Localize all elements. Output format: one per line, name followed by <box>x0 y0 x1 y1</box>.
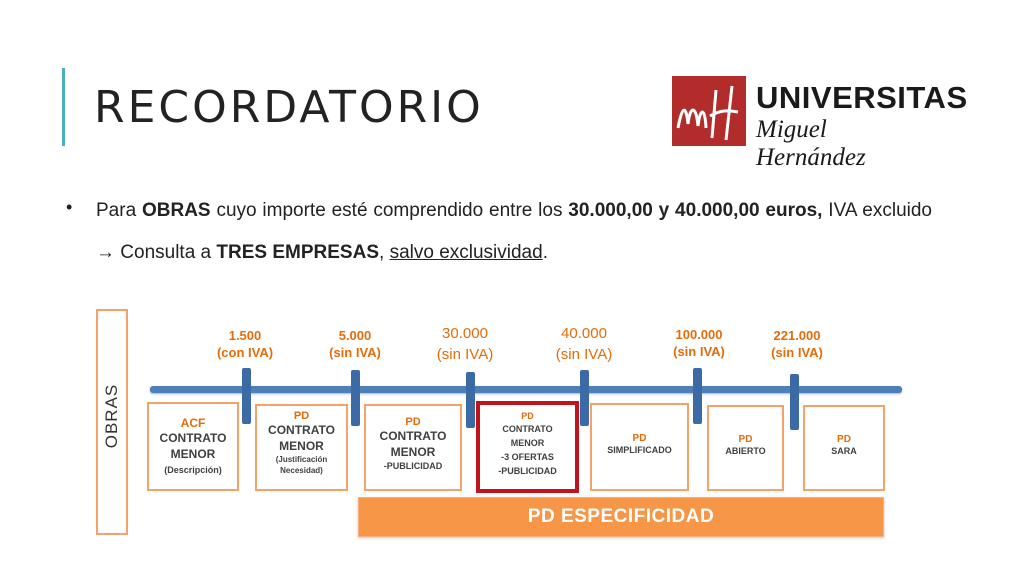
threshold-amount: 5.000 <box>338 328 372 343</box>
timeline-tick <box>790 374 799 430</box>
threshold-label <box>305 327 405 361</box>
threshold-amount: 1.500 <box>228 328 262 343</box>
bold-range: 30.000,00 y 40.000,00 euros, <box>568 200 823 221</box>
pd-especificidad-banner: PD ESPECIFICIDAD <box>358 497 884 537</box>
box-line: -PUBLICIDAD <box>498 466 557 476</box>
box-head: PD <box>405 416 421 428</box>
bold-obras: OBRAS <box>141 200 211 221</box>
box-note: Necesidad) <box>280 466 323 475</box>
threshold-amount: 30.000 <box>442 325 488 342</box>
threshold-label <box>415 323 515 365</box>
text-segment: Consulta a <box>115 242 217 263</box>
timeline-tick <box>466 372 475 428</box>
box-line: MENOR <box>390 445 436 459</box>
timeline-tick <box>351 370 360 426</box>
threshold-amount: 40.000 <box>561 325 607 342</box>
threshold-label <box>649 326 749 360</box>
box-line: SIMPLIFICADO <box>607 445 672 455</box>
text-segment: . <box>542 242 548 263</box>
procedure-box-acf <box>147 402 239 491</box>
box-note: (Justificación <box>275 455 328 464</box>
box-line: MENOR <box>279 439 324 453</box>
timeline-tick <box>242 368 251 424</box>
threshold-note: (sin IVA) <box>771 345 823 360</box>
threshold-label <box>195 327 295 361</box>
procedure-box-menor-justificacion <box>255 404 348 491</box>
box-line: CONTRATO <box>159 431 227 445</box>
threshold-label <box>534 323 634 365</box>
threshold-amount: 221.000 <box>773 328 821 343</box>
box-head: PD <box>632 433 647 444</box>
threshold-note: (sin IVA) <box>673 344 725 359</box>
threshold-note: (sin IVA) <box>329 345 381 360</box>
text-segment: cuyo importe esté comprendido entre los <box>210 200 569 221</box>
threshold-note: (sin IVA) <box>436 346 494 363</box>
box-head: PD <box>293 410 310 422</box>
box-line: MENOR <box>510 438 545 448</box>
text-segment: IVA excluido <box>822 200 932 221</box>
underlined-exclusividad: salvo exclusividad <box>389 242 543 263</box>
timeline-tick <box>580 370 589 426</box>
box-head: PD <box>738 434 753 445</box>
text-segment: , <box>379 242 390 263</box>
box-head: PD <box>837 434 851 445</box>
box-line: MENOR <box>170 447 216 461</box>
box-line: SARA <box>831 446 857 456</box>
procedure-box-menor-3-ofertas <box>476 401 579 493</box>
arrow-icon: → <box>96 242 115 263</box>
box-head: PD <box>521 411 534 421</box>
threshold-label <box>747 327 847 361</box>
threshold-note: (sin IVA) <box>555 346 613 363</box>
obras-side-label: OBRAS <box>102 383 121 449</box>
box-line: -3 OFERTAS <box>501 452 554 462</box>
procedure-box-sara <box>803 405 885 491</box>
box-line: ABIERTO <box>725 446 766 456</box>
logo-line-universitas: UNIVERSITAS <box>756 80 968 115</box>
procedure-box-menor-publicidad <box>364 404 462 491</box>
box-line: CONTRATO <box>502 424 553 434</box>
logo-line-miguel-hernandez: Miguel Hernández <box>756 116 866 171</box>
box-line: CONTRATO <box>268 423 335 437</box>
procedure-box-simplificado <box>590 403 689 491</box>
text-segment: Para <box>96 200 142 221</box>
box-head: ACF <box>180 416 206 430</box>
box-note: -PUBLICIDAD <box>383 461 443 471</box>
bullet-marker: • <box>66 197 73 217</box>
timeline-tick <box>693 368 702 424</box>
bold-tres-empresas: TRES EMPRESAS <box>216 242 379 263</box>
threshold-note: (con IVA) <box>216 345 274 360</box>
threshold-amount: 100.000 <box>675 327 723 342</box>
procedure-box-abierto <box>707 405 784 491</box>
box-note: (Descripción) <box>164 465 222 475</box>
slide-title: RECORDATORIO <box>94 82 484 133</box>
box-line: CONTRATO <box>379 429 447 443</box>
